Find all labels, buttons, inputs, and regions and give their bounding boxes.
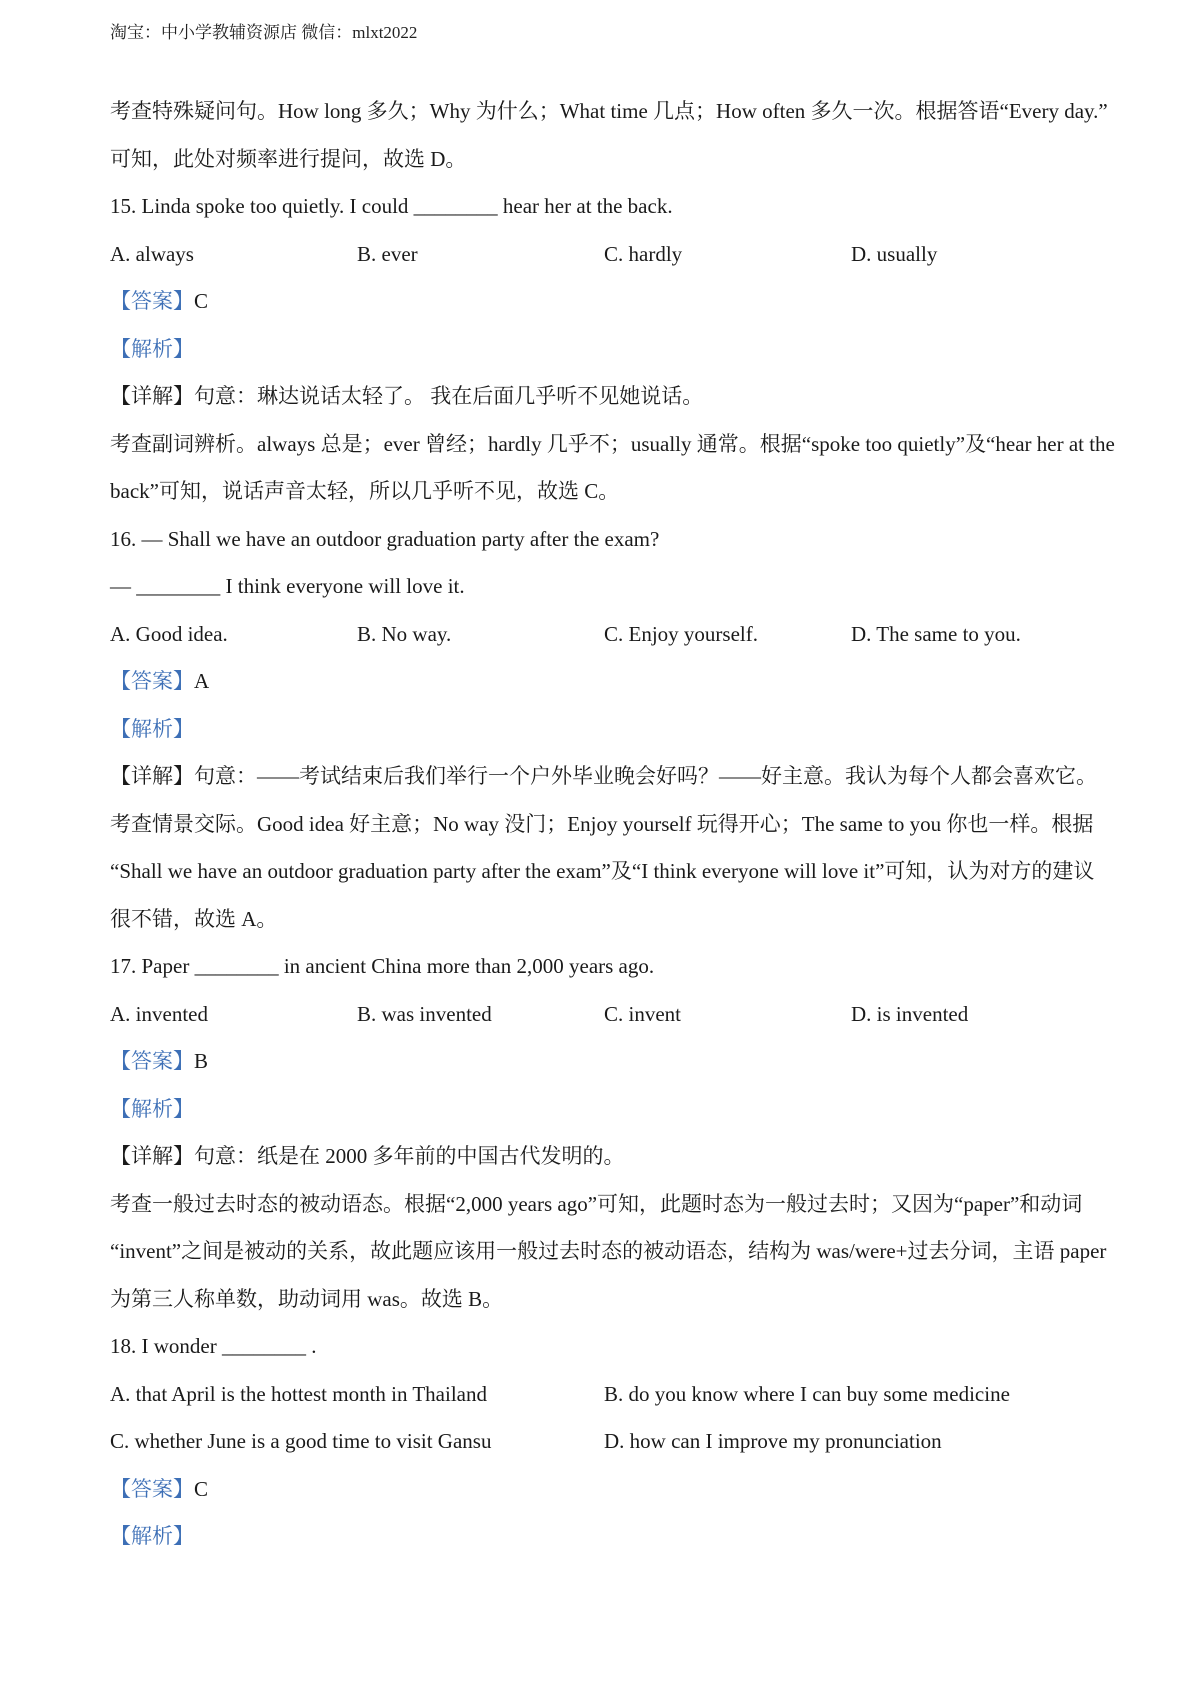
page-header-watermark: 淘宝：中小学教辅资源店 微信：mlxt2022 <box>110 23 418 42</box>
q16-detail <box>110 753 1100 801</box>
q15-option-a: A. always <box>110 241 194 266</box>
q18-option-b: B. do you know where I can buy some medicine <box>604 1381 1010 1406</box>
q15-options <box>110 231 1100 279</box>
q17-option-a: A. invented <box>110 1001 208 1026</box>
q15-option-b: B. ever <box>357 241 418 266</box>
analysis-tag: 【解析】 <box>110 336 194 361</box>
q18-option-d: D. how can I improve my pronunciation <box>604 1429 942 1453</box>
q18-option-a: A. that April is the hottest month in Thailand <box>110 1381 487 1406</box>
q15-explain-line: back”可知，说话声音太轻，所以几乎听不见，故选 C。 <box>110 479 620 503</box>
detail-text: 句意：琳达说话太轻了。 我在后面几乎听不见她说话。 <box>194 384 704 408</box>
q17-option-b: B. was invented <box>357 1001 492 1026</box>
q17-detail <box>110 1133 1100 1181</box>
detail-tag: 【详解】 <box>110 764 194 788</box>
answer-tag: 【答案】 <box>110 669 194 693</box>
q16-option-a: A. Good idea. <box>110 621 228 646</box>
q16-option-c: C. Enjoy yourself. <box>604 621 758 646</box>
q16-reply: — ________ I think everyone will love it. <box>110 574 465 598</box>
analysis-line: 考查特殊疑问句。How long 多久；Why 为什么；What time 几点；How often 多久一次。根据答语“Every day.” <box>110 99 1108 123</box>
question-18: 18. I wonder ________ . <box>110 1334 317 1358</box>
detail-tag: 【详解】 <box>110 384 194 408</box>
analysis-tag: 【解析】 <box>110 716 194 741</box>
question-17: 17. Paper ________ in ancient China more than 2,000 years ago. <box>110 954 655 978</box>
answer-value: C <box>194 1476 209 1501</box>
q16-explain-line: 很不错，故选 A。 <box>110 906 278 931</box>
question-15: 15. Linda spoke too quietly. I could ________ hear her at the back. <box>110 194 673 218</box>
answer-value: B <box>194 1049 209 1073</box>
q16-options <box>110 611 1100 659</box>
q18-option-c: C. whether June is a good time to visit Gansu <box>110 1429 492 1453</box>
analysis-tag: 【解析】 <box>110 1096 194 1121</box>
detail-text: 句意：纸是在 2000 多年前的中国古代发明的。 <box>194 1144 625 1168</box>
answer-tag: 【答案】 <box>110 1476 194 1501</box>
q15-answer <box>110 278 1100 326</box>
q18-options-row-2 <box>110 1418 1100 1466</box>
answer-tag: 【答案】 <box>110 1049 194 1073</box>
answer-value: C <box>194 289 209 313</box>
q16-option-b: B. No way. <box>357 621 452 646</box>
q15-explain-line: 考查副词辨析。always 总是；ever 曾经；hardly 几乎不；usually 通常。根据“spoke too quietly”及“hear her at the <box>110 431 1115 456</box>
q15-analysis-heading <box>110 326 1100 374</box>
q17-answer <box>110 1038 1100 1086</box>
q15-detail <box>110 373 1100 421</box>
answer-tag: 【答案】 <box>110 289 194 313</box>
q16-explain-line: 考查情景交际。Good idea 好主意；No way 没门；Enjoy yourself 玩得开心；The same to you 你也一样。根据 <box>110 811 1094 836</box>
q17-explain-line: 为第三人称单数，助动词用 was。故选 B。 <box>110 1286 504 1311</box>
analysis-line: 可知，此处对频率进行提问，故选 D。 <box>110 146 467 171</box>
q15-option-c: C. hardly <box>604 241 683 266</box>
q17-explain-line: “invent”之间是被动的关系，故此题应该用一般过去时态的被动语态，结构为 was/were+过去分词，主语 paper <box>110 1239 1107 1263</box>
detail-tag: 【详解】 <box>110 1144 194 1168</box>
answer-value: A <box>194 669 210 693</box>
q17-option-d: D. is invented <box>851 1001 969 1026</box>
q17-option-c: C. invent <box>604 1001 681 1026</box>
q17-options <box>110 991 1100 1039</box>
question-16: 16. — Shall we have an outdoor graduation party after the exam? <box>110 526 660 551</box>
q18-analysis-heading <box>110 1513 1100 1561</box>
q16-option-d: D. The same to you. <box>851 621 1021 646</box>
q17-analysis-heading <box>110 1086 1100 1134</box>
q16-explain-line: “Shall we have an outdoor graduation party after the exam”及“I think everyone will love it”可知，认为对方的建议 <box>110 859 1095 883</box>
q15-option-d: D. usually <box>851 241 938 266</box>
q18-answer <box>110 1466 1100 1514</box>
q16-analysis-heading <box>110 706 1100 754</box>
q18-options-row-1 <box>110 1371 1100 1419</box>
q16-answer <box>110 658 1100 706</box>
q17-explain-line: 考查一般过去时态的被动语态。根据“2,000 years ago”可知，此题时态为一般过去时；又因为“paper”和动词 <box>110 1191 1083 1216</box>
document-body <box>110 88 1115 1561</box>
analysis-tag: 【解析】 <box>110 1524 194 1548</box>
detail-text: 句意：——考试结束后我们举行一个户外毕业晚会好吗？——好主意。我认为每个人都会喜欢它。 <box>194 764 1097 788</box>
